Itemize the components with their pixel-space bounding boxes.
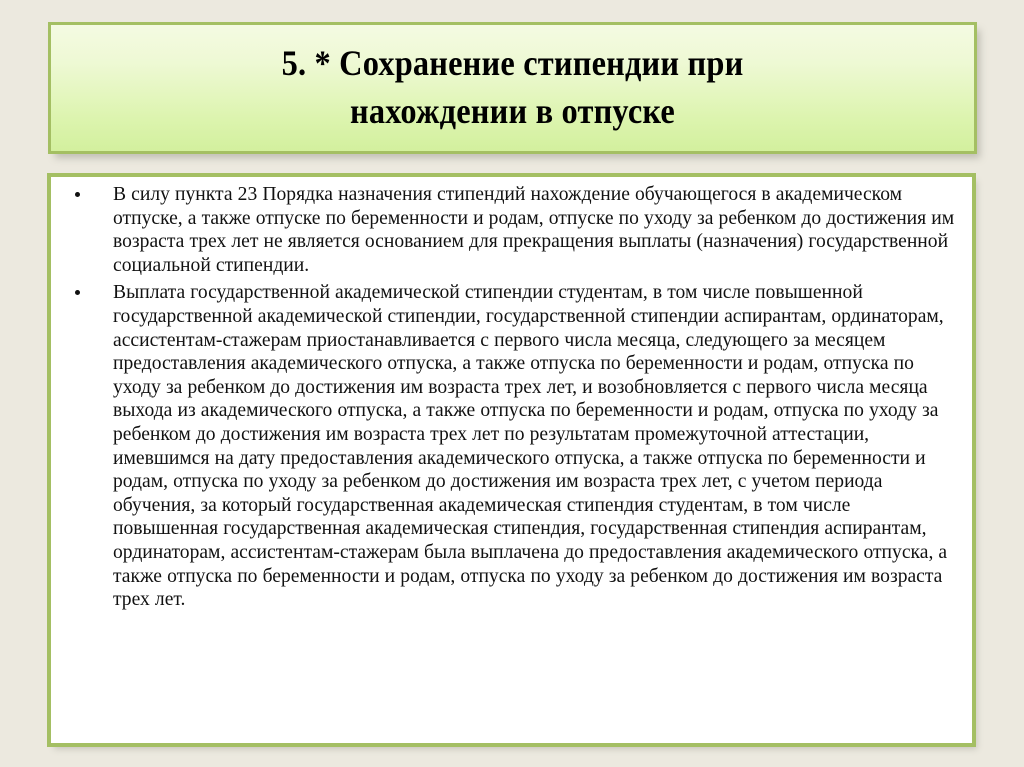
list-item: [61, 183, 956, 277]
title-line-2: нахождении в отпуске: [350, 91, 675, 131]
page-title: [97, 40, 928, 136]
title-box: [48, 22, 977, 154]
content-box: [47, 173, 976, 747]
bullet-dot-icon: [75, 192, 80, 197]
list-item-text: Выплата государственной академической стипендии студентам, в том числе повышенной государственной академической стипендии, государственной стипендии аспирантам, ординаторам, ассистентам-стажерам приостанавливается с первого числа месяца, следующего за месяцем предоставления академического отпуска, а также отпуска по беременности и родам, отпуска по уходу за ребенком до достижения им возраста трех лет, и возобновляется с первого числа месяца выхода из академического отпуска, а также отпуска по беременности и родам, отпуска по уходу за ребенком до достижения им возраста трех лет по результатам промежуточной аттестации, имевшимся на дату предоставления академического отпуска, а также отпуска по беременности и родам, отпуска по уходу за ребенком до достижения им возраста трех лет, с учетом периода обучения, за который государственная академическая стипендия студентам, в том числе повышенная государственная академическая стипендия, государственная стипендия аспирантам, ординаторам, ассистентам-стажерам была выплачена до предоставления академического отпуска, а также отпуска по беременности и родам, отпуска по уходу за ребенком до достижения им возраста трех лет.: [113, 282, 948, 611]
list-item: [61, 281, 956, 611]
list-item-text: В силу пункта 23 Порядка назначения стипендий нахождение обучающегося в академическом отпуске, а также отпуске по беременности и родам, отпуске по уходу за ребенком до достижения им возраста трех лет не является основанием для прекращения выплаты (назначения) государственной социальной стипендии.: [113, 184, 955, 276]
title-line-1: 5. * Сохранение стипендии при: [281, 43, 744, 84]
bullet-dot-icon: [75, 290, 80, 295]
bullet-list: [61, 183, 956, 612]
